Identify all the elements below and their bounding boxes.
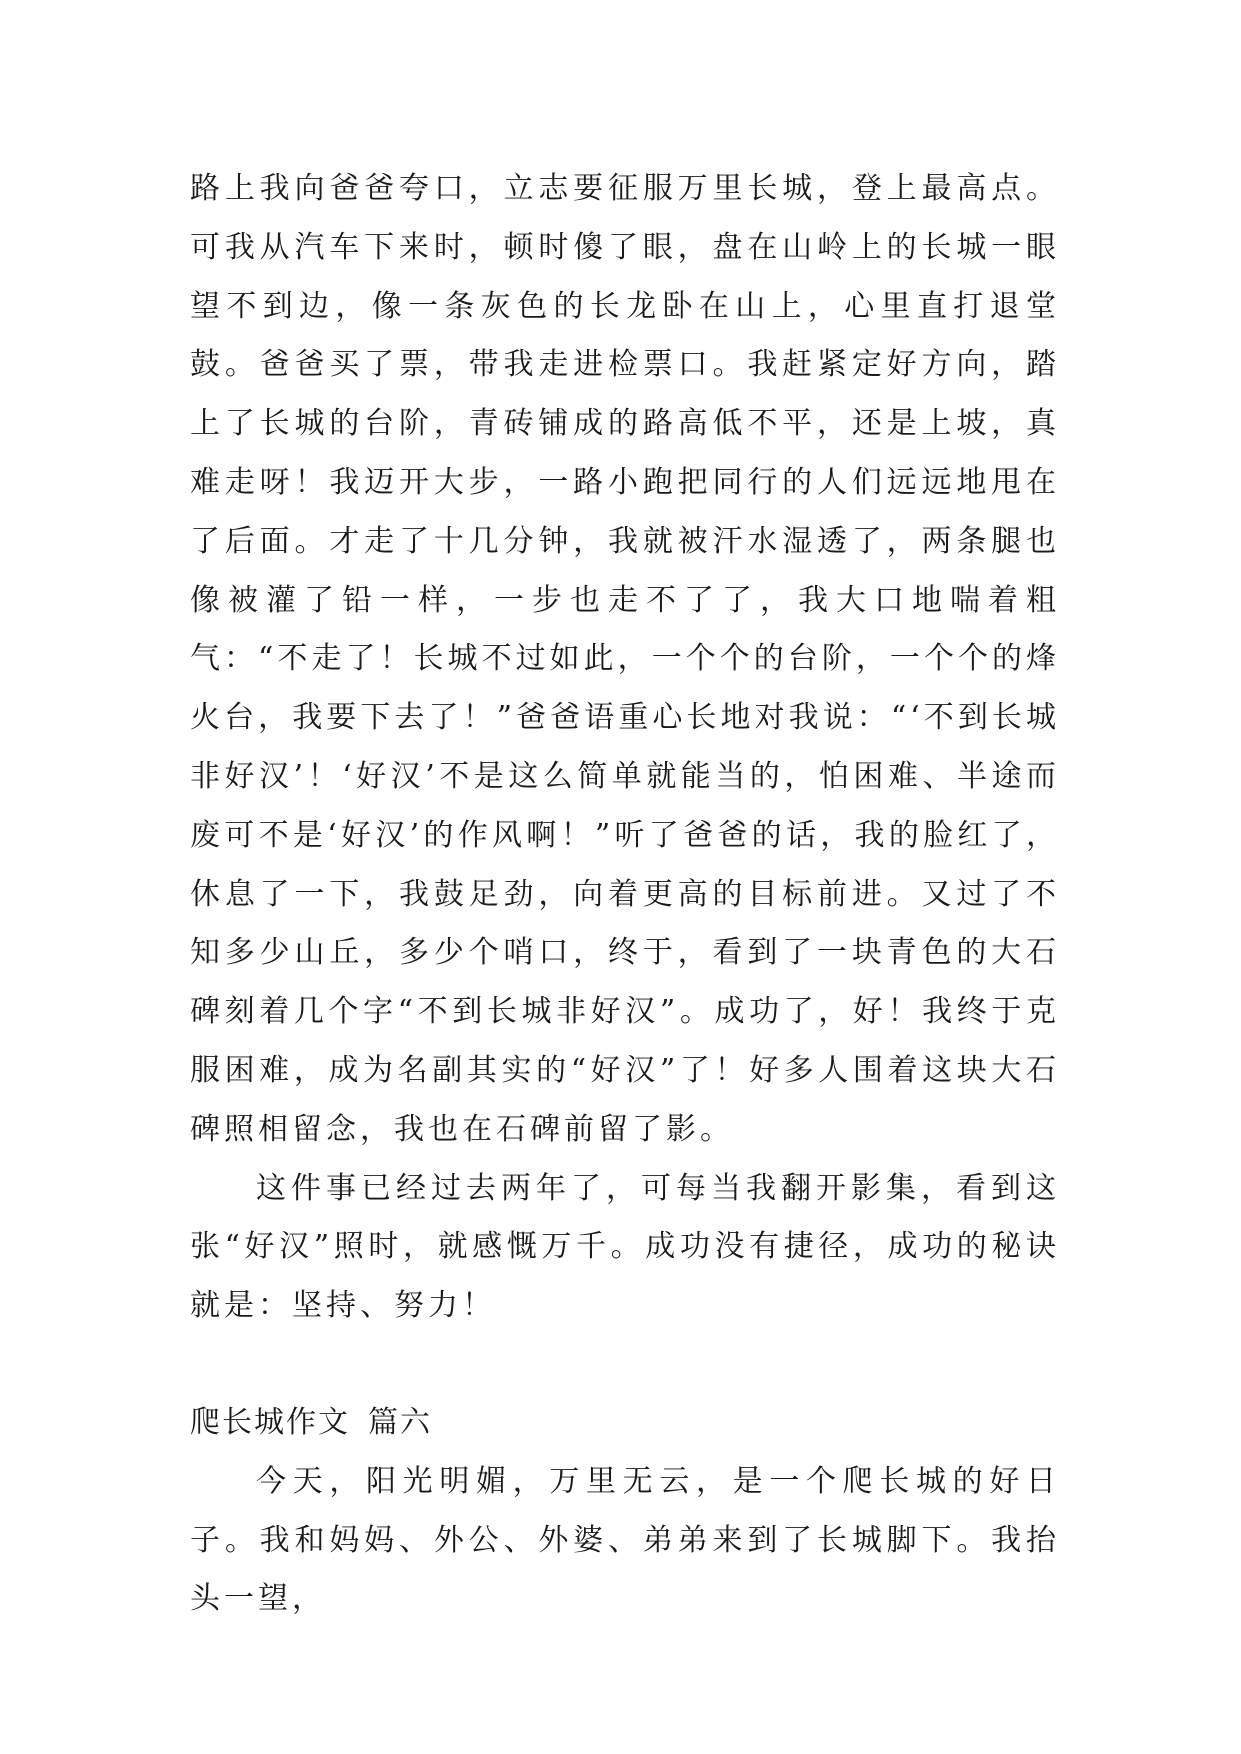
paragraph-continued: 路上我向爸爸夸口，立志要征服万里长城，登上最高点。可我从汽车下来时，顿时傻了眼，盘在山岭上的长城一眼望不到边，像一条灰色的长龙卧在山上，心里直打退堂鼓。爸爸买了票，带我走进检票口。我赶紧定好方向，踏上了长城的台阶，青砖铺成的路高低不平，还是上坡，真难走呀！我迈开大步，一路小跑把同行的人们远远地甩在了后面。才走了十几分钟，我就被汗水湿透了，两条腿也像被灌了铅一样，一步也走不了了，我大口地喘着粗气：“不走了！长城不过如此，一个个的台阶，一个个的烽火台，我要下去了！”爸爸语重心长地对我说：“‘不到长城非好汉’！‘好汉’不是这么简单就能当的，怕困难、半途而废可不是‘好汉’的作风啊！”听了爸爸的话，我的脸红了，休息了一下，我鼓足劲，向着更高的目标前进。又过了不知多少山丘，多少个哨口，终于，看到了一块青色的大石碑刻着几个字“不到长城非好汉”。成功了，好！我终于克服困难，成为名副其实的“好汉”了！好多人围着这块大石碑照相留念，我也在石碑前留了影。 [190, 171, 1060, 1147]
section-label: 篇六 [368, 1404, 432, 1440]
document-body [190, 160, 1060, 1629]
section-title: 爬长城作文 [190, 1404, 350, 1440]
paragraph-conclusion: 这件事已经过去两年了，可每当我翻开影集，看到这张“好汉”照时，就感慨万千。成功没有捷径，成功的秘诀就是：坚持、努力！ [190, 1170, 1060, 1324]
paragraph-section-start: 今天，阳光明媚，万里无云，是一个爬长城的好日子。我和妈妈、外公、外婆、弟弟来到了长城脚下。我抬头一望， [190, 1463, 1060, 1617]
section-heading [190, 1394, 1060, 1453]
